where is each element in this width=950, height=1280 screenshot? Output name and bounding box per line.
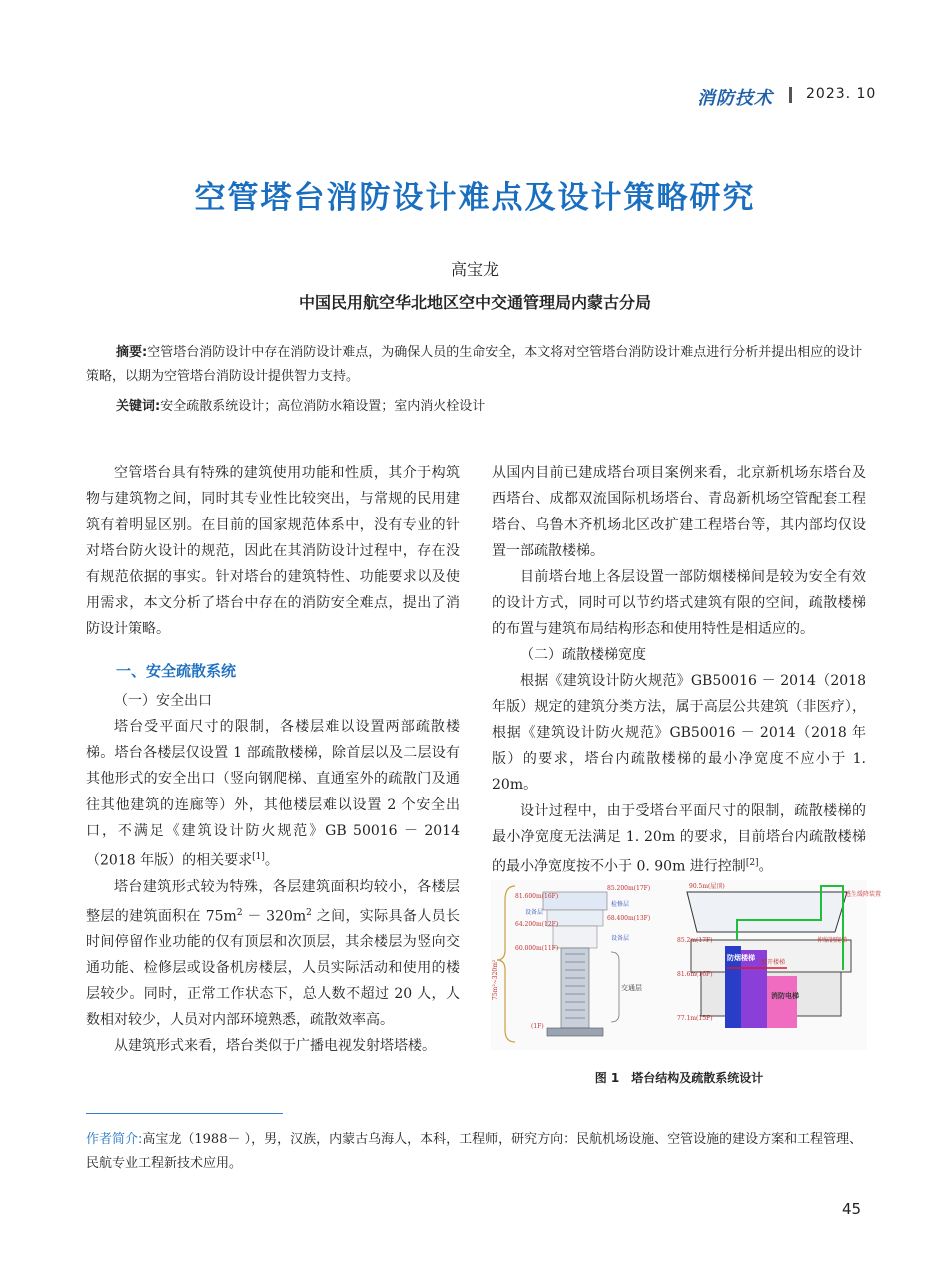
figure-caption: 图 1 塔台结构及疏散系统设计 <box>594 1071 764 1085</box>
journal-issue: 2023. 10 <box>806 86 877 102</box>
traffic-floor-label: 交通层 <box>621 984 642 992</box>
page-number: 45 <box>842 1200 862 1218</box>
author-name: 高宝龙 <box>450 260 499 279</box>
article-title: 空管塔台消防设计难点及设计策略研究 <box>194 180 756 216</box>
keywords-label: 关键词: <box>116 399 161 414</box>
fire-elevator-shaft <box>767 976 797 1028</box>
right-column <box>492 460 866 880</box>
first-floor-label: (1F) <box>531 1023 544 1030</box>
smoke-stair-label: 防烟楼梯 <box>727 953 755 962</box>
elev-905-label: 90.5m(屋顶) <box>689 883 725 890</box>
left-column <box>86 460 460 1059</box>
fire-elevator-label: 消防电梯 <box>771 991 799 1000</box>
elev-81-label: 81.600m(16F) <box>515 893 559 900</box>
paragraph-floor-area: 塔台建筑形式较为特殊，各层建筑面积均较小，各楼层整层的建筑面积在 $75m^2 - 320m^2$ 之间，实际具备人员长时间停留作业功能的仅有顶层和次顶层，其余楼层为竖向交通功能、检修层或设备机房楼层，人员实际活动和使用的楼层较少。同时，正常工作状态下，总人数不超过 20 人，人数相对较少，人员对内部环境熟悉，疏散效率高。 <box>86 878 460 1029</box>
elev-771-label: 77.1m(15F) <box>677 1015 713 1022</box>
abstract <box>86 341 866 389</box>
author-bio-text: 高宝龙（1988－ ），男，汉族，内蒙古乌海人，本科，工程师，研究方向：民航机场设施、空管设施的建设方案和工程管理、民航专业工程新技术应用。 <box>86 1132 863 1171</box>
area-range-label: 75m²~320m² <box>492 959 499 1000</box>
abstract-label: 摘要: <box>116 345 148 360</box>
equipment-label-2: 设备层 <box>611 935 630 942</box>
elev-64-label: 64.200m(12F) <box>515 921 559 928</box>
subsection-safety-exit: （一）安全出口 <box>114 693 212 709</box>
citation-2: [2] <box>745 858 759 868</box>
author-affiliation: 中国民用航空华北地区空中交通管理局内蒙古分局 <box>298 293 651 312</box>
intro-paragraph: 空管塔台具有特殊的建筑使用功能和性质，其介于构筑物与建筑物之间，同时其专业性比较突出，与常规的民用建筑有着明显区别。在目前的国家规范体系中，没有专业的针对塔台防火设计的规范，因此在其消防设计过程中，存在没有规范依据的事实。针对塔台的建筑特性、功能要求以及使用需求，本文分析了塔台中存在的消防安全难点，提出了消防设计策略。 <box>86 465 460 637</box>
escape-device-label: 逃生缓降装置 <box>845 891 882 898</box>
paragraph-width-control: 设计过程中，由于受塔台平面尺寸的限制，疏散楼梯的最小净宽度无法满足 1. 20m 的要求，目前塔台内疏散楼梯的最小净宽度按不小于 0. 90m 进行控制[2]。 <box>492 803 866 875</box>
maintenance-label: 检修层 <box>611 901 630 908</box>
paragraph-safety-exit: 塔台受平面尺寸的限制，各楼层难以设置两部疏散楼梯。塔台各楼层仅设置 1 部疏散楼梯，除首层以及二层设有其他形式的安全出口（竖向钢爬梯、直通室外的疏散门及通往其他建筑的连廊等）外，其他楼层难以设置 2 个安全出口，不满足《建筑设计防火规范》GB 50016 － 2014（2018 年版）的相关要求[1]。 <box>86 719 460 869</box>
equipment-label-1: 设备层 <box>525 909 544 916</box>
elev-60-label: 60.000m(11F) <box>515 945 559 952</box>
keywords-text: 安全疏散系统设计；高位消防水箱设置；室内消火栓设计 <box>160 399 486 414</box>
paragraph-building-form: 从建筑形式来看，塔台类似于广播电视发射塔塔楼。 <box>114 1038 436 1055</box>
elev-85-label: 85.200m(17F) <box>607 885 651 892</box>
author-bio-label: 作者简介: <box>86 1132 143 1147</box>
maintenance-floor <box>553 926 597 948</box>
tower-structure-figure <box>491 880 882 1050</box>
cab-outline <box>687 892 847 932</box>
journal-brand: 消防技术 <box>697 88 773 109</box>
citation-1: [1] <box>252 852 265 862</box>
paragraph-code-requirement: 根据《建筑设计防火规范》GB50016 － 2014（2018 年版）规定的建筑分类方法，属于高层公共建筑（非医疗），根据《建筑设计防火规范》GB50016 － 2014（2018 年版）的要求，塔台内疏散楼梯的最小净宽度不应小于 1. 20m。 <box>492 673 866 793</box>
abstract-text: 空管塔台消防设计中存在消防设计难点，为确保人员的生命安全，本文将对空管塔台消防设计难点进行分析并提出相应的设计策略，以期为空管塔台消防设计提供智力支持。 <box>86 345 863 384</box>
subsection-stair-width: （二）疏散楼梯宽度 <box>520 647 646 663</box>
open-stair-label: 敞开楼梯 <box>761 959 786 966</box>
tower-base <box>547 1028 603 1036</box>
header-separator <box>789 87 792 103</box>
footnote-rule <box>86 1113 283 1114</box>
elev-816-label: 81.6m(16F) <box>677 971 713 978</box>
keywords <box>116 395 866 419</box>
elev-852-label: 85.2m(17F) <box>677 937 713 944</box>
author-bio <box>86 1128 866 1176</box>
section-heading-evacuation: 一、安全疏散系统 <box>116 662 237 680</box>
elev-68-label: 68.400m(13F) <box>607 915 651 922</box>
paragraph-case-studies: 从国内目前已建成塔台项目案例来看，北京新机场东塔台及西塔台、成都双流国际机场塔台、青岛新机场空管配套工程塔台、乌鲁木齐机场北区改扩建工程塔台等，其内部均仅设置一部疏散楼梯。 <box>492 465 866 559</box>
tower-shaft <box>561 948 589 1028</box>
steel-ladder-label: 伸缩钢爬梯 <box>817 937 848 944</box>
upper-floor-block <box>691 940 851 972</box>
paragraph-smoke-stair: 目前塔台地上各层设置一部防烟楼梯间是较为安全有效的设计方式，同时可以节约塔式建筑有限的空间，疏散楼梯的布置与建筑布局结构形态和使用特性是相适应的。 <box>492 569 866 637</box>
